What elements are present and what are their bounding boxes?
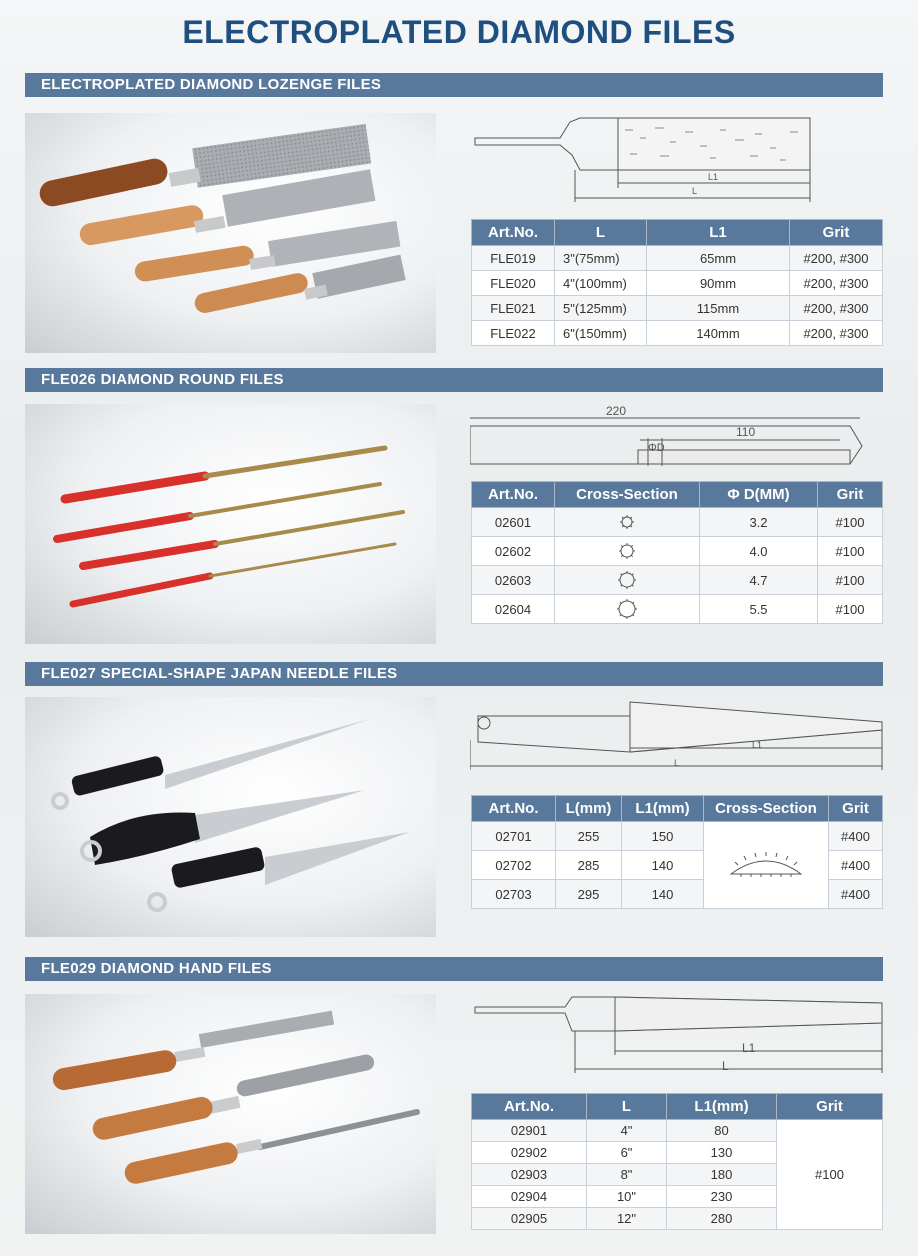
col-header: Cross-Section	[704, 796, 829, 822]
col-header: L	[555, 220, 647, 246]
dim-label-l: L	[674, 758, 680, 768]
col-header: L1	[647, 220, 790, 246]
cross-section-icon	[555, 566, 700, 595]
cell: 02904	[472, 1186, 587, 1208]
section-header-needle: FLE027 SPECIAL-SHAPE JAPAN NEEDLE FILES	[25, 662, 883, 686]
col-header: Φ D(MM)	[700, 482, 818, 508]
cell: 3.2	[700, 508, 818, 537]
table-row	[472, 508, 883, 537]
needle-spec-table	[471, 795, 883, 909]
col-header: Art.No.	[472, 1094, 587, 1120]
dim-label-l: L	[722, 1059, 729, 1073]
cell: #100	[818, 508, 883, 537]
cell: 4.7	[700, 566, 818, 595]
cell: 80	[667, 1120, 777, 1142]
section-header-lozenge: ELECTROPLATED DIAMOND LOZENGE FILES	[25, 73, 883, 97]
col-header: Art.No.	[472, 796, 556, 822]
cell: #400	[829, 880, 883, 909]
cell: 90mm	[647, 271, 790, 296]
table-row	[472, 822, 883, 851]
col-header: Grit	[777, 1094, 883, 1120]
table-row	[472, 321, 883, 346]
col-header: L1(mm)	[622, 796, 704, 822]
cell: 02602	[472, 537, 555, 566]
cell: 280	[667, 1208, 777, 1230]
cell: #200, #300	[790, 271, 883, 296]
cell: 230	[667, 1186, 777, 1208]
cell: 150	[622, 822, 704, 851]
table-row	[472, 537, 883, 566]
cell: FLE019	[472, 246, 555, 271]
cell: #100	[777, 1120, 883, 1230]
cell: 02601	[472, 508, 555, 537]
needle-files-photo	[25, 697, 436, 937]
col-header: L	[587, 1094, 667, 1120]
cell: 3"(75mm)	[555, 246, 647, 271]
col-header: Grit	[818, 482, 883, 508]
cell: 5.5	[700, 595, 818, 624]
cell: 295	[556, 880, 622, 909]
cell: 255	[556, 822, 622, 851]
hand-files-photo	[25, 994, 436, 1234]
col-header: Cross-Section	[555, 482, 700, 508]
cell: #100	[818, 595, 883, 624]
table-row	[472, 566, 883, 595]
col-header: L(mm)	[556, 796, 622, 822]
table-row	[472, 246, 883, 271]
cell: 02905	[472, 1208, 587, 1230]
cell: 6"(150mm)	[555, 321, 647, 346]
cross-section-icon	[555, 508, 700, 537]
cell: #200, #300	[790, 321, 883, 346]
cell: 130	[667, 1142, 777, 1164]
cell: #400	[829, 822, 883, 851]
cell: #100	[818, 566, 883, 595]
col-header: Grit	[829, 796, 883, 822]
dim-label-diameter: ΦD	[648, 442, 665, 454]
cell: FLE020	[472, 271, 555, 296]
cell: 4"(100mm)	[555, 271, 647, 296]
section-header-round: FLE026 DIAMOND ROUND FILES	[25, 368, 883, 392]
dim-label-l: L	[692, 186, 698, 196]
cell: 02703	[472, 880, 556, 909]
cell: 02604	[472, 595, 555, 624]
cell: 02902	[472, 1142, 587, 1164]
cell: FLE021	[472, 296, 555, 321]
page-title: ELECTROPLATED DIAMOND FILES	[182, 14, 736, 50]
table-row	[472, 296, 883, 321]
cell: 140mm	[647, 321, 790, 346]
hand-spec-table	[471, 1093, 883, 1230]
cell: 6"	[587, 1142, 667, 1164]
table-row	[472, 1120, 883, 1142]
cell: 02901	[472, 1120, 587, 1142]
cell: 140	[622, 851, 704, 880]
cell: #100	[818, 537, 883, 566]
cell: 4"	[587, 1120, 667, 1142]
round-file-drawing	[470, 402, 870, 477]
lozenge-file-drawing	[470, 110, 815, 215]
cell: 02603	[472, 566, 555, 595]
hand-file-drawing	[470, 995, 885, 1085]
col-header: L1(mm)	[667, 1094, 777, 1120]
lozenge-spec-table	[471, 219, 883, 346]
needle-file-drawing	[470, 700, 885, 780]
cross-section-icon	[555, 595, 700, 624]
col-header: Grit	[790, 220, 883, 246]
cell: 115mm	[647, 296, 790, 321]
cell: 4.0	[700, 537, 818, 566]
round-files-photo	[25, 404, 436, 644]
cell: #200, #300	[790, 296, 883, 321]
col-header: Art.No.	[472, 482, 555, 508]
cell: 140	[622, 880, 704, 909]
cell: 8"	[587, 1164, 667, 1186]
dim-label-total: 220	[606, 404, 627, 418]
table-row	[472, 271, 883, 296]
dim-label-l1: L1	[742, 1041, 756, 1055]
cell: 65mm	[647, 246, 790, 271]
cell: #400	[829, 851, 883, 880]
cell: 02702	[472, 851, 556, 880]
dim-label-l1: L1	[708, 172, 719, 182]
cell: 285	[556, 851, 622, 880]
cell: 12"	[587, 1208, 667, 1230]
round-spec-table	[471, 481, 883, 624]
cross-section-icon	[704, 822, 829, 909]
dim-label-l1: L1	[752, 740, 763, 750]
cell: 02903	[472, 1164, 587, 1186]
table-row	[472, 595, 883, 624]
lozenge-files-photo	[25, 113, 436, 353]
cell: 180	[667, 1164, 777, 1186]
cross-section-icon	[555, 537, 700, 566]
section-header-hand: FLE029 DIAMOND HAND FILES	[25, 957, 883, 981]
dim-label-grit-length: 110	[736, 425, 756, 439]
cell: 10"	[587, 1186, 667, 1208]
col-header: Art.No.	[472, 220, 555, 246]
cell: 02701	[472, 822, 556, 851]
cell: #200, #300	[790, 246, 883, 271]
cell: FLE022	[472, 321, 555, 346]
cell: 5"(125mm)	[555, 296, 647, 321]
